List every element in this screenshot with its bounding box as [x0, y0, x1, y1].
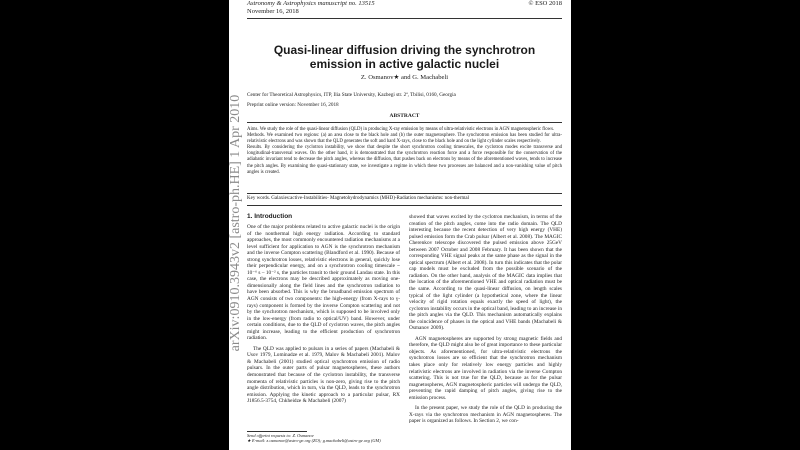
arxiv-stamp	[223, 94, 249, 351]
intro-paragraph-2: The QLD was applied to pulsars in a series of papers (Machabeli & Usov 1979, Lominadze et al. 1979, Malov & Machabeli 2001). Malov & Machabeli (2001) studied optical synchrotron emission of radio pulsars. In the outer parts of pulsar magnetospheres, these authors demonstrated that because of the cyclotron instability, the transverse momenta of relativistic particles is non-zero, giving rise to the pitch angle distribution, which in turn, via the QLD, leads to the synchrotron emission. Applying the kinetic approach to a particular pulsar, RX J1856.5-3754, Chkheidze & Machabeli (2007)	[247, 345, 400, 405]
column-left	[247, 224, 400, 430]
header-rule	[247, 18, 562, 19]
abstract-aims: Aims. We study the role of the quasi-linear diffusion (QLD) in producing X-ray emission by means of ultra-relativistic electrons in AGN magnetospheric flows.	[247, 127, 555, 132]
arxiv-identifier: arXiv:0910.3943v2 [astro-ph.HE] 1 Apr 2010	[228, 94, 243, 351]
section-heading: 1. Introduction	[247, 213, 293, 220]
abstract-rule-bottom	[247, 193, 562, 194]
intro-paragraph-1: One of the major problems related to active galactic nuclei is the origin of the nonthermal high energy radiation. According to standard approaches, the most commonly encountered radiation mechanisms at a level sufficient for application to AGN is the synchrotron mechanism and the inverse Compton scattering (Blandford et al. 1990). Because of strong synchrotron losses, relativistic electrons in general, quickly lose their perpendicular energy, and on a synchrotron cooling timescale ~ 10⁻⁶ s – 10⁻² s, the particles transit to their ground Landau state. In this case, the electrons may be described approximately as moving one-dimensionally along the field lines and the synchrotron radiation to have been absorbed. This is why the broadband emission spectrum of AGN consists of two components: the high-energy (from X-rays to γ-rays) component is formed by the inverse Compton scattering and not by the synchrotron mechanism, which is supposed to be involved only in the low-energy (from radio to optical/UV) band. However, under certain conditions, due to the QLD of cyclotron waves, the pitch angles might increase, leading to the efficient production of synchrotron radiation.	[247, 224, 400, 342]
offprint-note: Send offprint requests to: Z. Osmanov	[247, 433, 314, 438]
authors: Z. Osmanov★ and G. Machabeli	[360, 74, 449, 81]
affiliation: Center for Theoretical Astrophysics, ITP, Ilia State University, Kazbegi str. 2ª, Tbilisi, 0160, Georgia	[247, 92, 456, 98]
intro-paragraph-4: AGN magnetospheres are supported by strong magnetic fields and therefore, the QLD might also be of great importance to these particular objects. As aforementioned, for ultra-relativistic electrons the synchrotron losses are so efficient that the synchrotron mechanism takes place only for relatively low energy particles and highly relativistic electrons are involved in radiation via the inverse Compton scattering. This is not true for the QLD, because as for the pulsar magnetospheres, AGN magnetospheric particles will undergo the QLD, preventing the rapid damping of pitch angles, giving rise to the emission process.	[409, 335, 562, 401]
keywords-rule	[247, 205, 562, 206]
paper-title: Quasi-linear diffusion driving the synchrotron emission in active galactic nuclei	[273, 43, 536, 71]
copyright-line: © ESO 2018	[528, 0, 562, 7]
column-right	[409, 214, 562, 450]
preprint-date: Preprint online version: November 16, 2018	[247, 102, 339, 108]
footnotes	[247, 433, 407, 443]
abstract-results: Results. By considering the cyclotron instability, we show that despite the short synchrotron cooling timescales, the cyclotron modes excite transverse and longitudinal-transversal waves. On the other hand, it is demonstrated that the synchrotron reaction force and a force responsible for the conservation of the adiabatic invariant tend to decrease the pitch angles, whereas the diffusion, that pushes back on electrons by means of the aforementioned waves, tends to increase the pitch angles. By examining the quasi-stationary state, we investigate a regime in which these two processes are balanced and a non-vanishing value of pitch angles is created.	[247, 145, 562, 175]
abstract-rule-top	[247, 122, 562, 123]
intro-paragraph-5: In the present paper, we study the role of the QLD in producing the X-rays via the synchrotron mechanism in AGN magnetospheres. The paper is organized as follows. In Section 2, we con-	[409, 405, 562, 425]
date-line: November 16, 2018	[247, 8, 299, 15]
email-note: ★ E-mail: z.osmanov@astro-ge.org (ZO); g.machabeli@astro-ge.org (GM)	[247, 438, 381, 444]
abstract-methods: Methods. We examined two regions: (a) an area close to the black hole and (b) the outer magnetosphere. The synchrotron emission has been studied for ultra-relativistic electrons and was shown that the QLD generates the soft and hard X-rays, close to the black hole and on the light cylinder scales respectively.	[247, 133, 562, 145]
footnote-rule	[247, 431, 307, 432]
journal-line: Astronomy & Astrophysics manuscript no. 13515	[247, 0, 375, 7]
intro-paragraph-3: showed that waves excited by the cyclotron mechanism, in terms of the creation of the pitch angles, come into the radio domain. The QLD interesting because the recent detection of very high energy (VHE) pulsed emission form the Crab pulsar (Albert et al. 2008). The MAGIC Cherenkov telescope discovered the pulsed emission above 25GeV between 2007 October and 2008 February. It has been shown that the corresponding VHE signal peaks at the same phase as the signal in the optical spectrum (Albert et al. 2008). In turn this indicates that the polar cap models must be excluded from the possible scenario of the radiation. On the other hand, analysis of the MAGIC data implies that the location of the aforementioned VHE and optical radiation must be the same. According to the quasi-linear diffusion, on length scales typical of the light cylinder (a hypothetical zone, where the linear velocity of rigid rotation equals exactly the speed of light), the cyclotron instability occurs in the optical band, leading to an increase in the pitch angles via the QLD. This mechanism automatically explains the coincidence of phases in the optical and VHE bands (Machabeli & Osmanov 2009).	[409, 214, 562, 332]
abstract-heading: ABSTRACT	[389, 113, 420, 119]
keywords: Key words. Galaxies:active-Instabilities- Magnetohydrodynamics (MHD)-Radiation mechanisms: non-thermal	[247, 196, 470, 201]
paper-page	[229, 0, 571, 450]
abstract	[247, 127, 562, 176]
